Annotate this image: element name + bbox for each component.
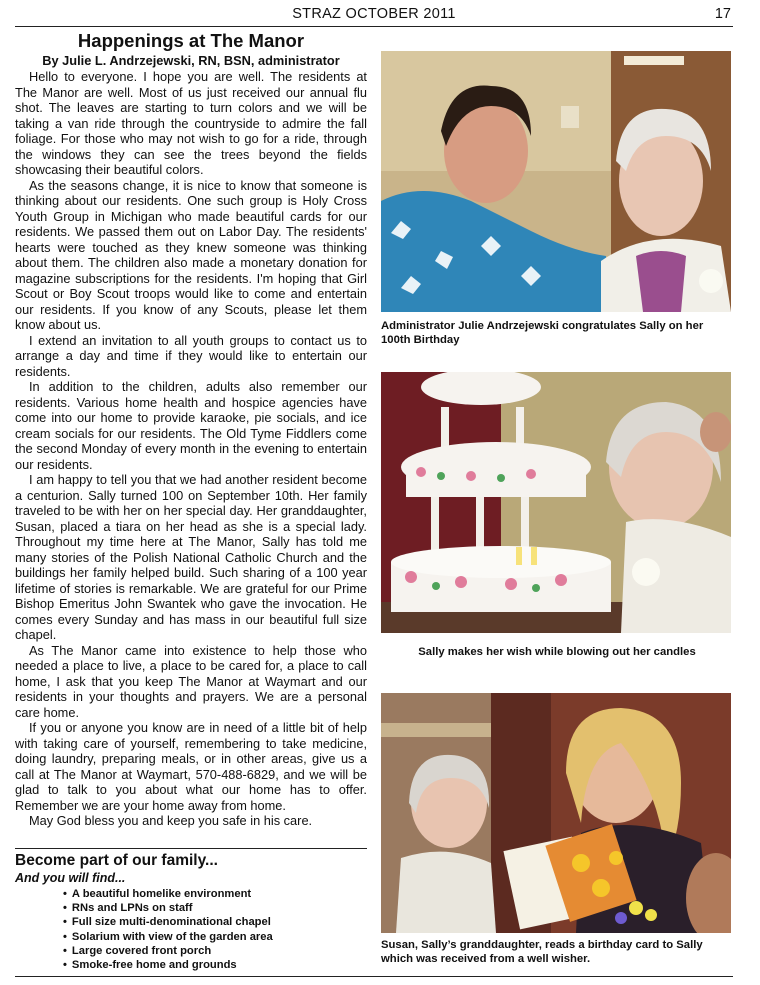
promo-list-item: • Full size multi-denominational chapel xyxy=(63,915,367,929)
article-paragraph: Hello to everyone. I hope you are well. The residents at The Manor are well. Most of us just received our annual flu shot. The leaves are starting to turn colors and we will be taking a van ride through the countryside to admire the fall foliage. For those who may not wish to go for a ride, through the windows they can see the trees beyond the fields showcasing their beautiful colors. xyxy=(15,69,367,177)
article-paragraph: I am happy to tell you that we had another resident become a centurion. Sally turned 100 on September 10th. Her family traveled to be with her on her special day. Her granddaughter, Susan, placed a tiara on her head as she is a special lady. Throughout my time here at The Manor, Sally has told me many stories of the Polish National Catholic Church and the buildings her family helped build. Such sharing of a 100 year lifetime of stories is remarkable. We are grateful for our Prime Bishop Emeritus John Swantek who gave the invocation. He comes every Sunday and has mass in our beautiful full size chapel. xyxy=(15,472,367,642)
article-paragraph: As The Manor came into existence to help those who needed a place to live, a place to be cared for, a place to call home, I ask that you keep The Manor at Waymart and our residents in your thoughts and prayers. We are a personal care home. xyxy=(15,642,367,720)
promo-heading: Become part of our family... xyxy=(15,852,218,869)
promo-list-item: • A beautiful homelike environment xyxy=(63,887,367,901)
photo-congratulations xyxy=(381,51,731,312)
article-paragraph: In addition to the children, adults also remember our residents. Various home health and hospice agencies have come into our home to provide karaoke, pie socials, and ice cream socials for our residents. The Old Tyme Fiddlers come the second Monday of every month in the evening to entertain our residents. xyxy=(15,379,367,472)
promo-list-item: • RNs and LPNs on staff xyxy=(63,901,367,915)
section-divider xyxy=(15,848,367,849)
promo-list-item: • Large covered front porch xyxy=(63,944,367,958)
article-byline: By Julie L. Andrzejewski, RN, BSN, administrator xyxy=(42,53,340,68)
article-paragraph: May God bless you and keep you safe in his care. xyxy=(29,813,313,828)
article-body xyxy=(15,69,367,829)
article-paragraph: I extend an invitation to all youth groups to contact us to arrange a day and time if they would like to entertain our residents. xyxy=(15,332,367,379)
article-title: Happenings at The Manor xyxy=(77,30,305,51)
article xyxy=(15,30,367,829)
promo-list-item: • Smoke-free home and grounds xyxy=(63,958,367,972)
promo-list-item: • Solarium with view of the garden area xyxy=(63,930,367,944)
photo-caption: Susan, Sally’s granddaughter, reads a birthday card to Sally which was received from a well wisher. xyxy=(381,939,703,965)
photo-birthday-card xyxy=(381,693,731,933)
article-paragraph: If you or anyone you know are in need of a little bit of help with taking care of yourself, remembering to take medicine, doing laundry, preparing meals, or in other areas, give us a call at The Manor at Waymart, 570-488-6829, and we will be glad to talk to you about what our home has to offer. Remember we are your home away from home. xyxy=(15,720,367,813)
masthead: STRAZ OCTOBER 2011 xyxy=(292,6,456,22)
photo-caption: Administrator Julie Andrzejewski congratulates Sally on her 100th Birthday xyxy=(381,320,704,346)
article-paragraph: As the seasons change, it is nice to know that someone is thinking about our residents. One such group is Holy Cross Youth Group in Michigan who made beautiful cards for our residents. We passed them out on Labor Day. The residents' hearts were touched as they knew someone was thinking about them. The children also made a monetary donation for magazine subscriptions for the residents. I'm hoping that Girl Scout or Boy Scout troops would like to come and entertain our residents. If you know of any Scouts, please let them know about us. xyxy=(15,177,367,332)
page-header xyxy=(15,4,733,27)
photo-birthday-cake xyxy=(381,372,731,633)
promo-subheading: And you will find... xyxy=(15,871,126,885)
photo-caption: Sally makes her wish while blowing out her candles xyxy=(418,646,696,658)
promo-box xyxy=(15,852,367,972)
promo-list xyxy=(15,887,367,972)
page-number: 17 xyxy=(714,6,731,22)
bottom-rule xyxy=(15,976,733,977)
